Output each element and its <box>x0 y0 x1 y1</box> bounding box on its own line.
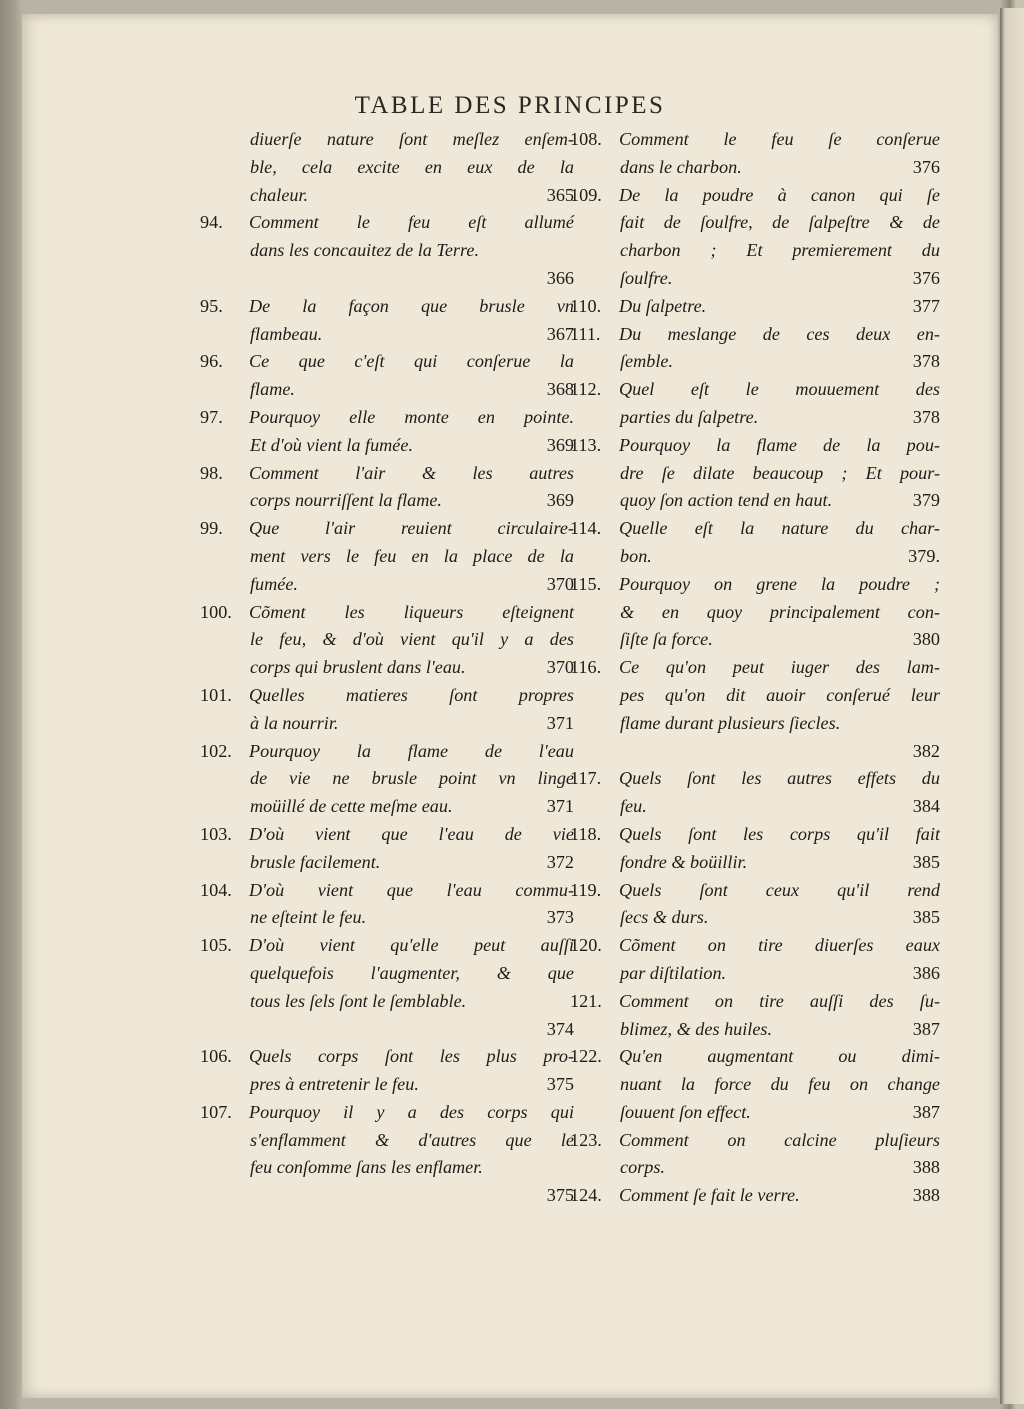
entry-line <box>570 265 940 293</box>
entry-line: charbon ; Et premierement du <box>620 240 940 261</box>
entry-text: dans le charbon. <box>620 156 742 177</box>
entry-line: Quels ſont les autres effets du <box>619 768 940 789</box>
entry-text: quoy ſon action tend en haut. <box>620 490 833 511</box>
entry-text: brusle facilement. <box>250 851 381 872</box>
entry-text: flame. <box>250 379 295 400</box>
entry-line: Quel eſt le mouuement des <box>619 379 940 400</box>
entry-number: 122. <box>570 1046 602 1067</box>
entry-text: fumée. <box>250 573 298 594</box>
toc-entry <box>570 765 940 821</box>
entry-text: ſemble. <box>620 351 674 372</box>
left-column <box>200 126 574 1210</box>
entry-line <box>570 293 940 321</box>
entry-number: 102. <box>200 740 232 761</box>
entry-number: 113. <box>570 434 602 455</box>
entry-text: Et d'où vient la fumée. <box>250 434 413 455</box>
entry-line: fait de ſoulfre, de ſalpeſtre & de <box>620 212 940 233</box>
entry-line <box>570 849 940 877</box>
entry-number: 103. <box>200 823 232 844</box>
toc-entry <box>200 460 574 516</box>
toc-entry <box>570 432 940 515</box>
page-number: 377 <box>912 295 940 316</box>
page-number: 388 <box>912 1157 940 1178</box>
entry-line: Quels corps ſont les plus pro- <box>249 1046 574 1067</box>
entry-line <box>200 487 574 515</box>
entry-line: Comment le feu ſe conſerue <box>619 129 940 149</box>
right-column <box>570 126 940 1210</box>
entry-number: 96. <box>200 351 223 372</box>
entry-line <box>200 710 574 738</box>
toc-entry <box>570 821 940 877</box>
entry-text: corps nourriſſent la flame. <box>250 490 442 511</box>
toc-entry <box>570 1043 940 1126</box>
entry-number: 97. <box>200 406 223 427</box>
entry-line: Pourquoy la flame de la pou- <box>619 434 940 455</box>
entry-line <box>570 543 940 571</box>
page-number: 378 <box>912 406 940 427</box>
toc-entry <box>200 932 574 1043</box>
toc-entry <box>570 877 940 933</box>
page-number: 379. <box>908 545 940 566</box>
page-number: 369 <box>546 434 574 455</box>
page-number: 368 <box>546 379 574 400</box>
entry-line: Ce que c'eſt qui conſerue la <box>249 351 574 372</box>
entry-number: 110. <box>570 295 602 316</box>
entry-text: flambeau. <box>250 323 323 344</box>
entry-number: 123. <box>570 1129 602 1150</box>
entry-line: quelquefois l'augmenter, & que <box>250 962 574 983</box>
entry-line <box>570 904 940 932</box>
entry-line: Ce qu'on peut iuger des lam- <box>619 657 940 678</box>
entry-number: 114. <box>570 518 602 539</box>
entry-line <box>200 793 574 821</box>
entry-line: D'où vient que l'eau de vie <box>249 823 574 844</box>
entry-line <box>200 376 574 404</box>
toc-entry <box>570 1127 940 1183</box>
entry-line <box>200 904 574 932</box>
toc-entry <box>200 1043 574 1099</box>
entry-line: & en quoy principalement con- <box>620 601 940 622</box>
entry-number: 118. <box>570 823 602 844</box>
entry-line: Cõment les liqueurs eſteignent <box>249 601 574 622</box>
toc-entry <box>570 126 940 182</box>
page-number: 387 <box>912 1101 940 1122</box>
entry-line: Quels ſont ceux qu'il rend <box>619 879 940 900</box>
page-number: 372 <box>546 851 574 872</box>
page-number: 385 <box>912 851 940 872</box>
entry-line <box>570 348 940 376</box>
entry-line: le feu, & d'où vient qu'il y a des <box>250 629 574 650</box>
entry-line <box>200 654 574 682</box>
entry-line: D'où vient qu'elle peut auſſi <box>249 935 574 956</box>
page-number: 374 <box>546 1018 574 1039</box>
toc-entry <box>570 1182 940 1210</box>
entry-text: ſecs & durs. <box>620 907 709 928</box>
page-number: 382 <box>912 740 940 761</box>
entry-line <box>200 571 574 599</box>
entry-line: s'enflamment & d'autres que le <box>250 1129 574 1150</box>
page-number: 380 <box>912 629 940 650</box>
entry-line <box>570 1182 940 1210</box>
entry-line <box>570 154 940 182</box>
page-number: 384 <box>912 796 940 817</box>
entry-line <box>200 182 574 210</box>
entry-text: pres à entretenir le feu. <box>250 1074 419 1095</box>
toc-entry <box>570 932 940 988</box>
entry-number: 100. <box>200 601 232 622</box>
entry-line <box>200 1071 574 1099</box>
entry-text: blimez, & des huiles. <box>620 1018 773 1039</box>
entry-line: ment vers le feu en la place de la <box>250 545 574 566</box>
entry-line: Cõment on tire diuerſes eaux <box>619 935 940 956</box>
entry-number: 117. <box>570 768 602 789</box>
entry-number: 108. <box>570 129 602 149</box>
entry-line: Que l'air reuient circulaire- <box>249 518 574 539</box>
page-number: 388 <box>912 1185 940 1206</box>
page-number: 370 <box>546 657 574 678</box>
entry-line <box>570 1016 940 1044</box>
entry-line: Pourquoy on grene la poudre ; <box>619 573 940 594</box>
entry-number: 105. <box>200 935 232 956</box>
entry-number: 99. <box>200 518 223 539</box>
entry-text: corps. <box>620 1157 665 1178</box>
toc-entry <box>570 293 940 321</box>
page-number: 366 <box>546 267 574 288</box>
entry-number: 119. <box>570 879 602 900</box>
entry-text: parties du ſalpetre. <box>620 406 759 427</box>
entry-line: diuerſe nature ſont meſlez enſem- <box>250 129 574 149</box>
entry-text: moüillé de cette meſme eau. <box>250 796 453 817</box>
entry-line: De la façon que brusle vn <box>249 295 574 316</box>
toc-entry <box>200 515 574 598</box>
entry-text: par diſtilation. <box>620 962 727 983</box>
entry-number: 104. <box>200 879 232 900</box>
toc-entry <box>570 321 940 377</box>
entry-line: Comment on tire auſſi des ſu- <box>619 990 940 1011</box>
entry-line <box>200 321 574 349</box>
entry-line: ble, cela excite en eux de la <box>250 156 574 177</box>
entry-line: D'où vient que l'eau commu- <box>249 879 574 900</box>
entry-number: 107. <box>200 1101 232 1122</box>
entry-text: Du ſalpetre. <box>619 295 707 316</box>
toc-entry <box>200 293 574 349</box>
entry-number: 121. <box>570 990 602 1011</box>
next-page-edge <box>1000 8 1024 1404</box>
toc-entry <box>200 682 574 738</box>
entry-line: Pourquoy elle monte en pointe. <box>249 406 574 427</box>
entry-text: ſouuent ſon effect. <box>620 1101 751 1122</box>
toc-entry <box>200 877 574 933</box>
entry-line <box>200 432 574 460</box>
entry-line <box>570 487 940 515</box>
entry-line <box>570 626 940 654</box>
page-number: 385 <box>912 907 940 928</box>
page-number: 369 <box>546 490 574 511</box>
toc-entry <box>200 738 574 821</box>
entry-line: Qu'en augmentant ou dimi- <box>619 1046 940 1067</box>
entry-line: Quels ſont les corps qu'il fait <box>619 823 940 844</box>
entry-line <box>570 1154 940 1182</box>
entry-line <box>200 849 574 877</box>
toc-entry <box>200 1099 574 1210</box>
entry-line: Quelle eſt la nature du char- <box>619 518 940 539</box>
page-header: TABLE DES PRINCIPES <box>354 92 666 119</box>
page-number: 376 <box>912 267 940 288</box>
page-number: 370 <box>546 573 574 594</box>
page-number: 379 <box>912 490 940 511</box>
entry-text: ſoulfre. <box>620 267 673 288</box>
entry-text: ſiſte ſa force. <box>620 629 713 650</box>
entry-line: feu conſomme ſans les enflamer. <box>250 1157 483 1178</box>
toc-entry <box>570 515 940 571</box>
page-number: 386 <box>912 962 940 983</box>
entry-number: 98. <box>200 462 223 483</box>
entry-line: Du meslange de ces deux en- <box>619 323 940 344</box>
toc-entry <box>570 988 940 1044</box>
entry-line: dans les concauitez de la Terre. <box>250 240 480 261</box>
toc-entry <box>200 348 574 404</box>
entry-number: 94. <box>200 212 223 233</box>
entry-line: De la poudre à canon qui ſe <box>619 184 940 205</box>
entry-number: 116. <box>570 657 602 678</box>
entry-line: nuant la force du feu on change <box>620 1074 940 1095</box>
toc-entry <box>200 404 574 460</box>
page-number: 371 <box>546 796 574 817</box>
page-number: 373 <box>546 907 574 928</box>
entry-text: corps qui bruslent dans l'eau. <box>250 657 466 678</box>
entry-number: 106. <box>200 1046 232 1067</box>
entry-number: 112. <box>570 379 602 400</box>
entry-text: fondre & boüillir. <box>620 851 748 872</box>
entry-line <box>570 960 940 988</box>
entry-line: tous les ſels ſont le ſemblable. <box>250 990 467 1011</box>
page-sheet <box>22 14 998 1398</box>
page-number: 375 <box>546 1074 574 1095</box>
entry-line: dre ſe dilate beaucoup ; Et pour- <box>620 462 940 483</box>
entry-number: 111. <box>570 323 601 344</box>
page-number: 367 <box>546 323 574 344</box>
entry-number: 95. <box>200 295 223 316</box>
entry-line: Pourquoy il y a des corps qui <box>249 1101 574 1122</box>
page-number: 378 <box>912 351 940 372</box>
entry-line <box>570 1099 940 1127</box>
entry-text: ne eſteint le feu. <box>250 907 367 928</box>
entry-line: Comment on calcine pluſieurs <box>619 1129 940 1150</box>
entry-text: chaleur. <box>250 184 309 205</box>
entry-line <box>570 404 940 432</box>
page-number: 387 <box>912 1018 940 1039</box>
entry-line: flame durant plusieurs ſiecles. <box>620 712 841 733</box>
entry-number: 109. <box>570 184 602 205</box>
toc-entry <box>200 209 574 292</box>
entry-number: 101. <box>200 684 232 705</box>
entry-line <box>570 793 940 821</box>
toc-entry <box>570 571 940 654</box>
entry-text: Comment ſe fait le verre. <box>619 1185 800 1206</box>
page-number: 365 <box>546 184 574 205</box>
page-number: 375 <box>546 1185 574 1206</box>
entry-text: feu. <box>620 796 647 817</box>
toc-entry <box>570 654 940 765</box>
entry-line: de vie ne brusle point vn linge <box>250 768 574 789</box>
toc-entry <box>570 182 940 293</box>
entry-line: Comment l'air & les autres <box>249 462 574 483</box>
entry-line: Quelles matieres ſont propres <box>249 684 574 705</box>
toc-entry <box>570 376 940 432</box>
entry-number: 124. <box>570 1185 602 1206</box>
entry-line: pes qu'on dit auoir conſerué leur <box>620 684 940 705</box>
page-number: 371 <box>546 712 574 733</box>
entry-line: Comment le feu eſt allumé <box>249 212 574 233</box>
page-number: 376 <box>912 156 940 177</box>
entry-text: à la nourrir. <box>250 712 339 733</box>
entry-number: 120. <box>570 935 602 956</box>
entry-line: Pourquoy la flame de l'eau <box>249 740 574 761</box>
entry-text: bon. <box>620 545 652 566</box>
toc-entry <box>200 599 574 682</box>
toc-entry <box>200 821 574 877</box>
entry-number: 115. <box>570 573 602 594</box>
toc-entry <box>200 126 574 209</box>
